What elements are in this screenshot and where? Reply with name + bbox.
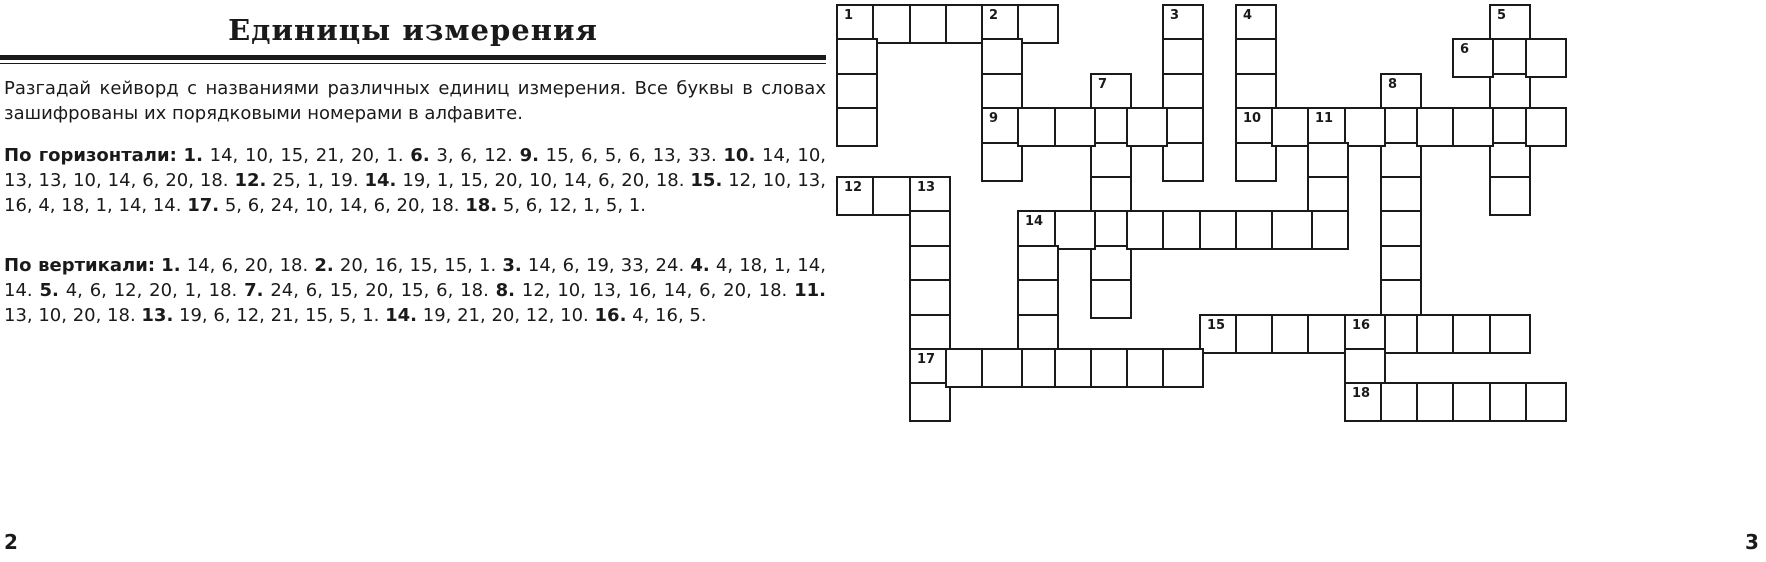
clue-number: 12.	[234, 170, 267, 191]
clue-text: 3, 6, 12.	[436, 145, 513, 166]
crossword-cell[interactable]	[1054, 210, 1096, 250]
clue-text: 19, 21, 20, 12, 10.	[422, 305, 589, 326]
clue-text: 12, 10, 13, 16, 14, 6, 20, 18.	[521, 280, 788, 301]
clue-text: 14, 10, 13, 13, 10, 14, 6, 20, 18.	[4, 145, 827, 191]
clue-number: 4.	[690, 255, 710, 276]
clue-number: 2.	[314, 255, 334, 276]
crossword-cell[interactable]	[1452, 107, 1494, 147]
cell-number: 3	[1170, 8, 1180, 23]
cell-number: 6	[1460, 42, 1470, 57]
crossword-cell[interactable]	[909, 210, 951, 250]
crossword-cell[interactable]	[1271, 210, 1313, 250]
clue-text: 14, 10, 15, 21, 20, 1.	[209, 145, 404, 166]
cell-number: 5	[1497, 8, 1507, 23]
cell-number: 10	[1243, 111, 1262, 126]
crossword-cell[interactable]	[1054, 107, 1096, 147]
crossword-cell[interactable]	[1017, 4, 1059, 44]
crossword-cell[interactable]	[1235, 38, 1277, 78]
crossword-cell[interactable]	[836, 38, 878, 78]
clue-number: 17.	[187, 195, 220, 216]
page-number-right: 3	[1745, 530, 1759, 554]
cell-number: 16	[1352, 318, 1371, 333]
clue-text: 24, 6, 15, 20, 15, 6, 18.	[270, 280, 489, 301]
crossword-cell[interactable]	[909, 382, 951, 422]
clue-text: 5, 6, 24, 10, 14, 6, 20, 18.	[224, 195, 460, 216]
crossword-cell[interactable]	[1017, 107, 1059, 147]
crossword-cell[interactable]	[1307, 107, 1349, 147]
clue-text: 12, 10, 13, 16, 4, 18, 1, 14, 14.	[4, 170, 826, 216]
clue-number: 11.	[794, 280, 826, 301]
crossword-cell[interactable]	[872, 4, 914, 44]
crossword-cell[interactable]	[1380, 210, 1422, 250]
crossword-cell[interactable]	[1017, 348, 1059, 388]
horizontal-heading: По горизонтали:	[4, 145, 177, 166]
cell-number: 2	[989, 8, 999, 23]
clue-text: 5, 6, 12, 1, 5, 1.	[502, 195, 646, 216]
clue-number: 1.	[161, 255, 181, 276]
crossword-cell[interactable]	[1525, 38, 1567, 78]
cell-number: 4	[1243, 8, 1253, 23]
cell-number: 14	[1025, 214, 1044, 229]
cell-number: 18	[1352, 386, 1371, 401]
crossword-cell[interactable]	[1162, 348, 1204, 388]
clue-number: 3.	[502, 255, 522, 276]
clue-number: 8.	[495, 280, 516, 301]
clue-text: 4, 6, 12, 20, 1, 18.	[65, 280, 238, 301]
cell-number: 9	[989, 111, 999, 126]
crossword-cell[interactable]	[981, 348, 1023, 388]
cell-number: 7	[1098, 77, 1108, 92]
clue-number: 7.	[244, 280, 264, 301]
clue-number: 16.	[594, 305, 627, 326]
cell-number: 15	[1207, 318, 1226, 333]
crossword-cell[interactable]	[1380, 279, 1422, 319]
crossword-cell[interactable]	[981, 142, 1023, 182]
clue-number: 1.	[183, 145, 203, 166]
cell-number: 13	[917, 180, 936, 195]
crossword-cell[interactable]	[1017, 210, 1059, 250]
cell-number: 11	[1315, 111, 1334, 126]
crossword-cell[interactable]	[909, 279, 951, 319]
clue-text: 4, 16, 5.	[632, 305, 707, 326]
clue-number: 9.	[519, 145, 539, 166]
crossword-cell[interactable]	[1452, 38, 1494, 78]
clue-text: 15, 6, 5, 6, 13, 33.	[545, 145, 717, 166]
clue-number: 5.	[39, 280, 59, 301]
clue-number: 10.	[723, 145, 756, 166]
clue-number: 18.	[465, 195, 498, 216]
clue-number: 6.	[410, 145, 430, 166]
crossword-cell[interactable]	[1162, 210, 1204, 250]
crossword-cell[interactable]	[1452, 382, 1494, 422]
clue-text: 13, 10, 20, 18.	[4, 305, 136, 326]
crossword-cell[interactable]	[1126, 107, 1168, 147]
clue-text: 20, 16, 15, 15, 1.	[339, 255, 497, 276]
page-title: Единицы измерения	[228, 13, 598, 47]
clue-number: 14.	[385, 305, 418, 326]
crossword-cell[interactable]	[1489, 314, 1531, 354]
clue-text: 19, 1, 15, 20, 10, 14, 6, 20, 18.	[402, 170, 685, 191]
crossword-cell[interactable]	[1489, 176, 1531, 216]
crossword-cell[interactable]	[1235, 142, 1277, 182]
crossword-cell[interactable]	[981, 38, 1023, 78]
clue-number: 13.	[141, 305, 174, 326]
crossword-cell[interactable]	[1017, 279, 1059, 319]
cell-number: 12	[844, 180, 863, 195]
crossword-cell[interactable]	[1162, 38, 1204, 78]
intro-text: Разгадай кейворд с названиями различных единиц измерения. Все буквы в словах зашифрованы их порядковыми номерами в алфавите.	[4, 78, 826, 124]
crossword-cell[interactable]	[1525, 382, 1567, 422]
crossword-cell[interactable]	[1452, 314, 1494, 354]
crossword-cell[interactable]	[1162, 107, 1204, 147]
clue-text: 25, 1, 19.	[272, 170, 359, 191]
crossword-cell[interactable]	[1090, 279, 1132, 319]
cell-number: 17	[917, 352, 936, 367]
clue-text: 14, 6, 20, 18.	[186, 255, 309, 276]
vertical-heading: По вертикали:	[4, 255, 156, 276]
clue-text: 19, 6, 12, 21, 15, 5, 1.	[179, 305, 380, 326]
crossword-cell[interactable]	[872, 176, 914, 216]
crossword-cell[interactable]	[1344, 107, 1386, 147]
crossword-cell[interactable]	[1307, 210, 1349, 250]
clue-text: 14, 6, 19, 33, 24.	[527, 255, 685, 276]
clue-text: 4, 18, 1, 14, 14.	[4, 255, 826, 301]
crossword-cell[interactable]	[1525, 107, 1567, 147]
cell-number: 1	[844, 8, 854, 23]
crossword-cell[interactable]	[1307, 314, 1349, 354]
crossword-cell[interactable]	[1162, 142, 1204, 182]
cell-number: 8	[1388, 77, 1398, 92]
clue-number: 14.	[364, 170, 397, 191]
clue-number: 15.	[690, 170, 723, 191]
crossword-cell[interactable]	[836, 107, 878, 147]
page-number-left: 2	[4, 530, 18, 554]
